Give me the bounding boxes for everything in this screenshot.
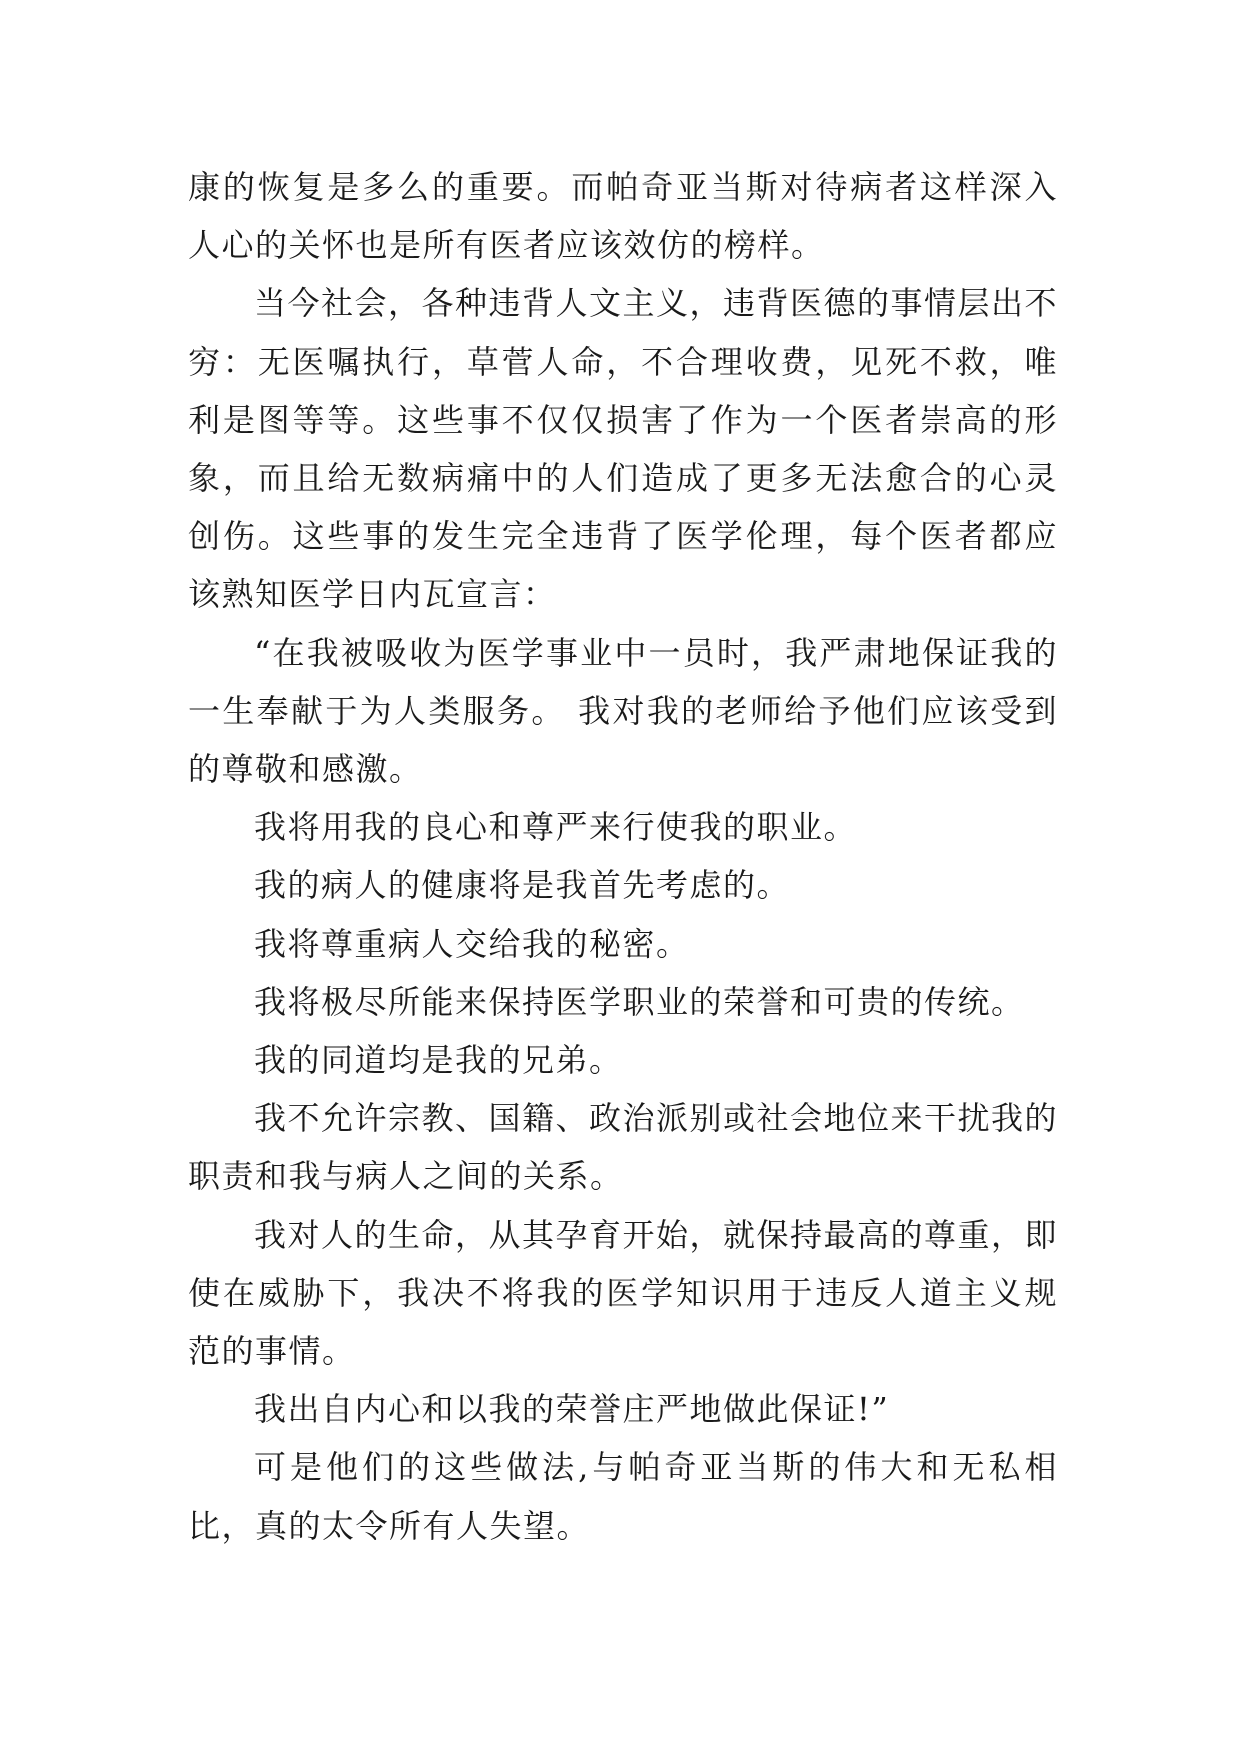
paragraph-oath-nondiscrimination: 我不允许宗教、国籍、政治派别或社会地位来干扰我的职责和我与病人之间的关系。 <box>188 1099 1059 1196</box>
document-body <box>188 158 1058 1555</box>
paragraph-geneva-oath-intro: “在我被吸收为医学事业中一员时，我严肃地保证我的一生奉献于为人类服务。 我对我的老师给予他们应该受到的尊敬和感激。 <box>188 633 1058 789</box>
paragraph-continued: 康的恢复是多么的重要。而帕奇亚当斯对待病者这样深入人心的关怀也是所有医者应该效仿的榜样。 <box>188 168 1058 265</box>
paragraph-conclusion: 可是他们的这些做法,与帕奇亚当斯的伟大和无私相比，真的太令所有人失望。 <box>188 1448 1058 1545</box>
paragraph-oath-honor: 我将极尽所能来保持医学职业的荣誉和可贵的传统。 <box>254 982 1025 1021</box>
paragraph-oath-secrets: 我将尊重病人交给我的秘密。 <box>254 924 690 963</box>
paragraph-oath-pledge: 我出自内心和以我的荣誉庄严地做此保证!” <box>254 1390 890 1429</box>
paragraph-oath-colleagues: 我的同道均是我的兄弟。 <box>254 1041 623 1080</box>
paragraph-oath-health: 我的病人的健康将是我首先考虑的。 <box>254 866 791 905</box>
paragraph-oath-life: 我对人的生命，从其孕育开始，就保持最高的尊重，即使在威胁下，我决不将我的医学知识用于违反人道主义规范的事情。 <box>188 1215 1059 1371</box>
paragraph-oath-conscience: 我将用我的良心和尊严来行使我的职业。 <box>254 808 858 847</box>
paragraph-medical-ethics: 当今社会，各种违背人文主义，违背医德的事情层出不穷：无医嘱执行，草菅人命，不合理收费，见死不救，唯利是图等等。这些事不仅仅损害了作为一个医者崇高的形象，而且给无数病痛中的人们造成了更多无法愈合的心灵创伤。这些事的发生完全违背了医学伦理，每个医者都应该熟知医学日内瓦宣言： <box>188 284 1059 614</box>
